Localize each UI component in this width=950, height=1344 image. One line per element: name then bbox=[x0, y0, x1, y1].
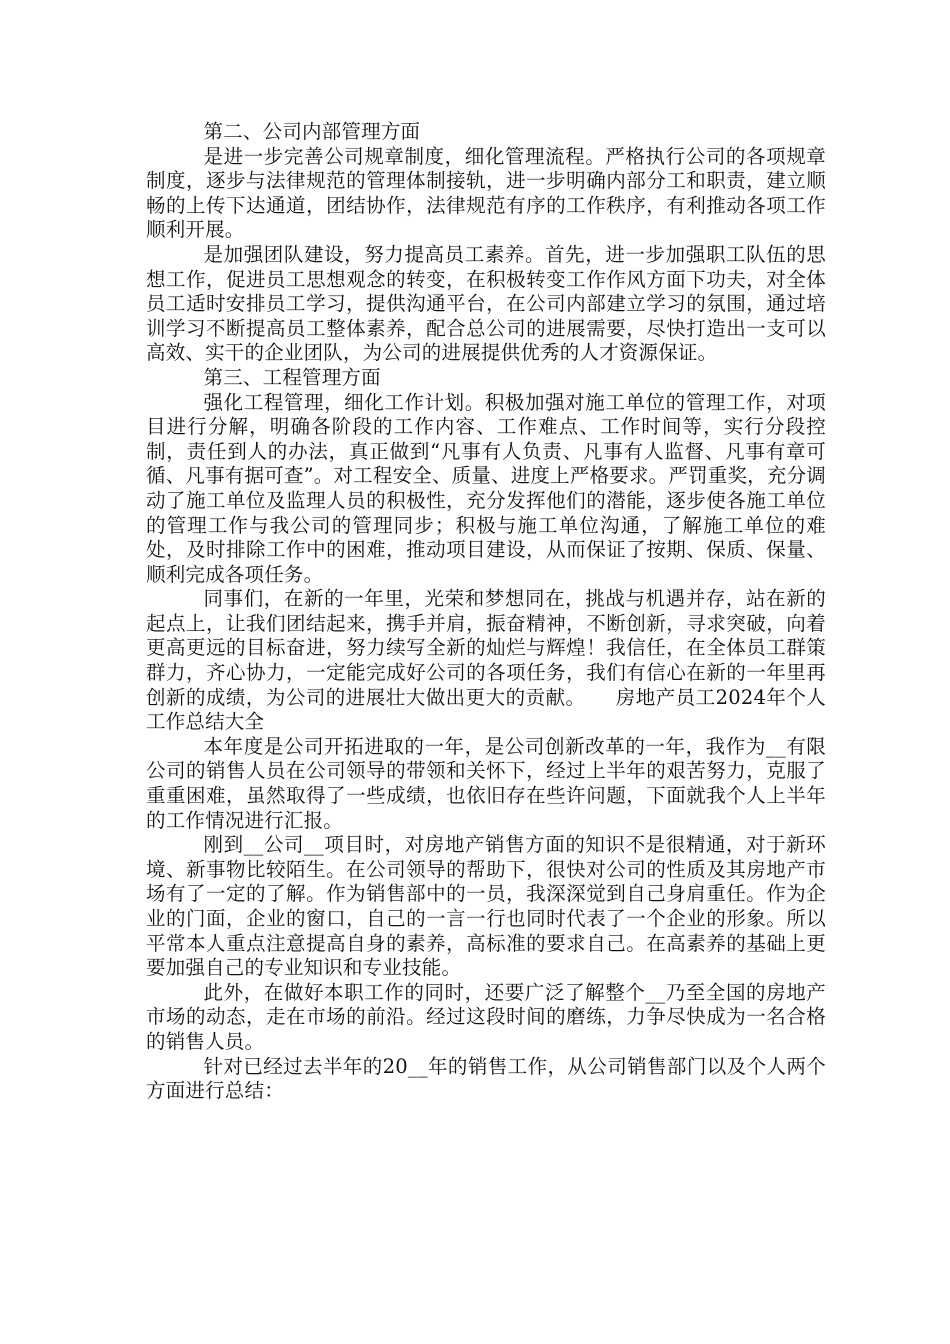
paragraph-market-study: 此外，在做好本职工作的同时，还要广泛了解整个__乃至全国的房地产市场的动态，走在市场的前沿。经过这段时间的磨练，力争尽快成为一名合格的销售人员。 bbox=[146, 980, 826, 1053]
paragraph-rules-system: 是进一步完善公司规章制度，细化管理流程。严格执行公司的各项规章制度，逐步与法律规范的管理体制接轨，进一步明确内部分工和职责，建立顺畅的上传下达通道，团结协作，法律规范有序的工作秩序，有利推动各项工作顺利开展。 bbox=[146, 144, 826, 242]
paragraph-joining-company: 刚到__公司__项目时，对房地产销售方面的知识不是很精通，对于新环境、新事物比较陌生。在公司领导的帮助下，很快对公司的性质及其房地产市场有了一定的了解。作为销售部中的一员，我深深觉到自己身肩重任。作为企业的门面，企业的窗口，自己的一言一行也同时代表了一个企业的形象。所以平常本人重点注意提高自身的素养，高标准的要求自己。在高素养的基础上更要加强自己的专业知识和专业技能。 bbox=[146, 833, 826, 980]
section-heading-internal-management: 第二、公司内部管理方面 bbox=[203, 120, 421, 143]
section-heading-project-management: 第三、工程管理方面 bbox=[203, 365, 381, 389]
paragraph-annual-intro: 本年度是公司开拓进取的一年，是公司创新改革的一年，我作为__有限公司的销售人员在公司领导的带领和关怀下，经过上半年的艰苦努力，克服了重重困难，虽然取得了一些成绩，也依旧存在些许问题，下面就我个人上半年的工作情况进行汇报。 bbox=[146, 734, 826, 832]
paragraph-team-building: 是加强团队建设，努力提高员工素养。首先，进一步加强职工队伍的思想工作，促进员工思想观念的转变，在积极转变工作作风方面下功夫，对全体员工适时安排员工学习，提供沟通平台，在公司内部建立学习的氛围，通过培训学习不断提高员工整体素养，配合总公司的进展需要，尽快打造出一支可以高效、实干的企业团队，为公司的进展提供优秀的人才资源保证。 bbox=[146, 242, 826, 365]
document-body bbox=[146, 120, 826, 1104]
paragraph-closing-remarks: 同事们，在新的一年里，光荣和梦想同在，挑战与机遇并存，站在新的起点上，让我们团结起来，携手并肩，振奋精神，不断创新，寻求突破，向着更高更远的目标奋进，努力续写全新的灿烂与辉煌！我信任，在全体员工群策群力，齐心协力，一定能完成好公司的各项任务，我们有信心在新的一年里再创新的成绩，为公司的进展壮大做出更大的贡献。 房地产员工2024年个人工作总结大全 bbox=[146, 587, 826, 734]
paragraph-summary-intro: 针对已经过去半年的20__年的销售工作，从公司销售部门以及个人两个方面进行总结： bbox=[146, 1054, 826, 1103]
paragraph-project-management: 强化工程管理，细化工作计划。积极加强对施工单位的管理工作，对项目进行分解，明确各阶段的工作内容、工作难点、工作时间等，实行分段控制，责任到人的办法，真正做到“凡事有人负责、凡事有人监督、凡事有章可循、凡事有据可查”。对工程安全、质量、进度上严格要求。严罚重奖，充分调动了施工单位及监理人员的积极性，充分发挥他们的潜能，逐步使各施工单位的管理工作与我公司的管理同步；积极与施工单位沟通，了解施工单位的难处，及时排除工作中的困难，推动项目建设，从而保证了按期、保质、保量、顺利完成各项任务。 bbox=[146, 390, 826, 586]
